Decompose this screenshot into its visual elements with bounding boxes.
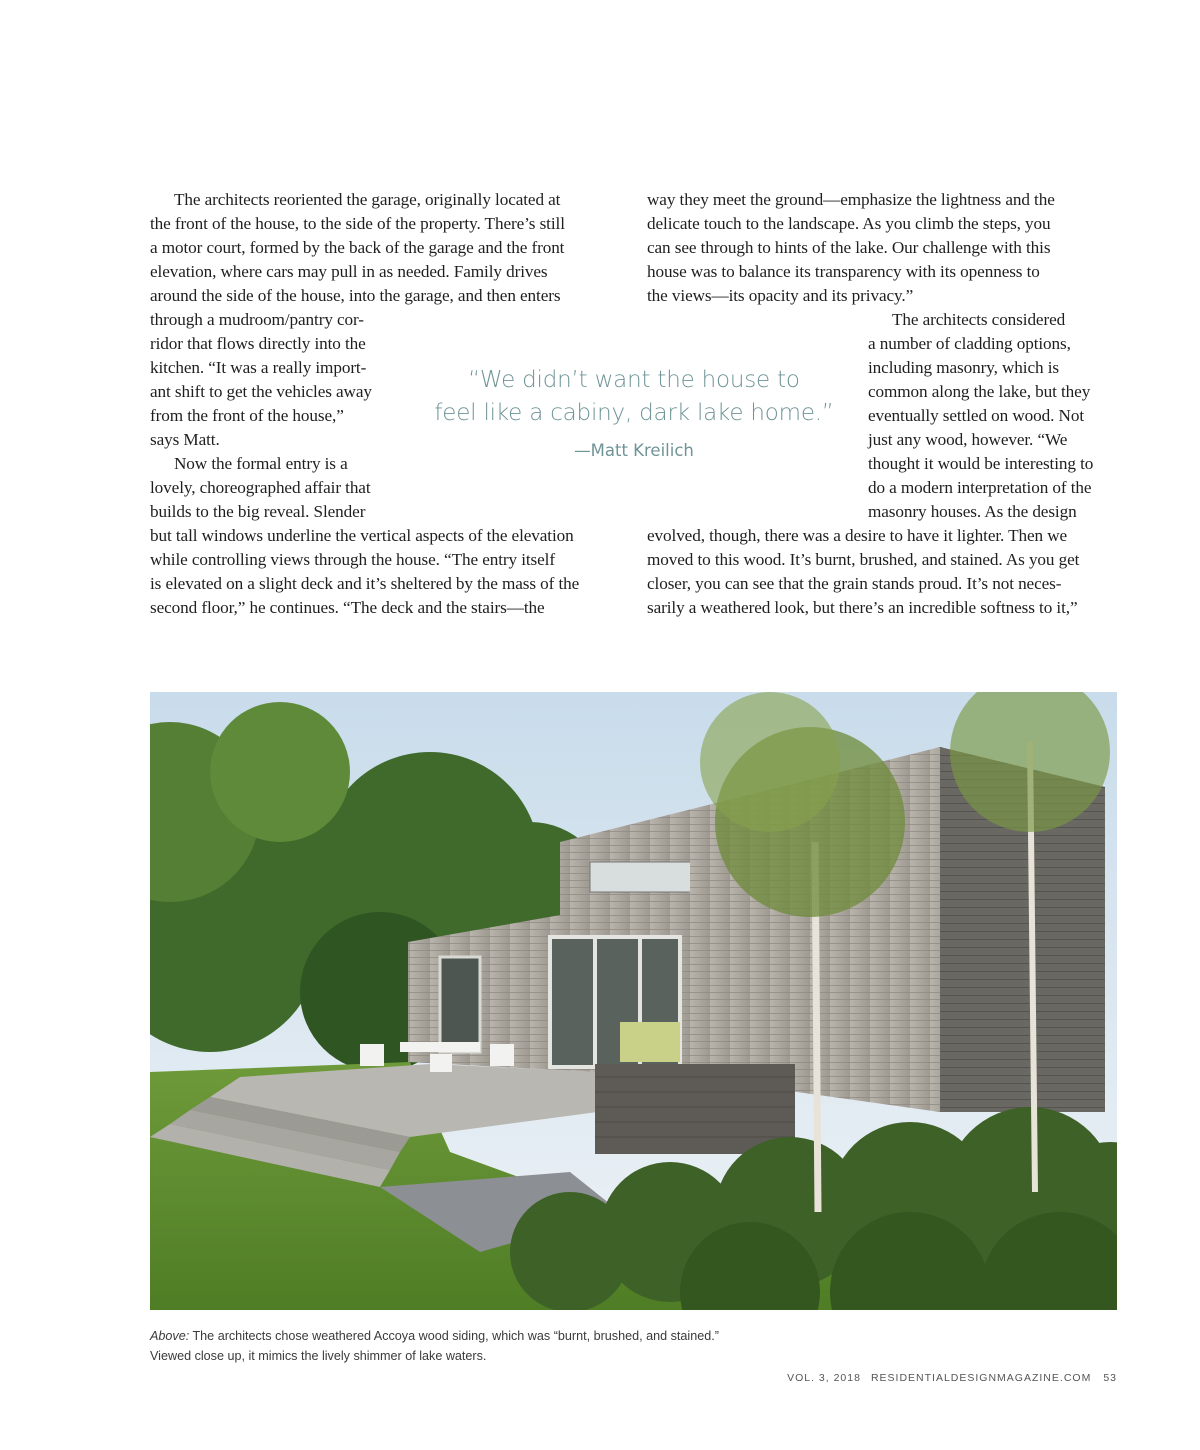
left-line: ant shift to get the vehicles away xyxy=(150,382,372,401)
page-footer xyxy=(777,1372,1117,1384)
right-line: common along the lake, but they xyxy=(868,382,1091,401)
right-line: moved to this wood. It’s burnt, brushed, and stained. As you get xyxy=(647,550,1080,569)
left-line: is elevated on a slight deck and it’s sheltered by the mass of the xyxy=(150,574,580,593)
left-line: a motor court, formed by the back of the garage and the front xyxy=(150,238,565,257)
right-line: way they meet the ground—emphasize the lightness and the xyxy=(647,190,1055,209)
right-line: can see through to hints of the lake. Our challenge with this xyxy=(647,238,1051,257)
left-line: ridor that flows directly into the xyxy=(150,334,366,353)
caption-line: Viewed close up, it mimics the lively shimmer of lake waters. xyxy=(150,1349,487,1363)
left-line: second floor,” he continues. “The deck and the stairs—the xyxy=(150,598,545,617)
left-line: through a mudroom/pantry cor- xyxy=(150,310,364,329)
left-line: but tall windows underline the vertical aspects of the elevation xyxy=(150,526,574,545)
caption-label: Above: xyxy=(150,1329,190,1343)
right-line: evolved, though, there was a desire to have it lighter. Then we xyxy=(647,526,1068,545)
footer-site: RESIDENTIALDESIGNMAGAZINE.COM xyxy=(870,1372,1092,1384)
left-line: from the front of the house,” xyxy=(150,406,344,425)
left-line: lovely, choreographed affair that xyxy=(150,478,371,497)
right-line: including masonry, which is xyxy=(868,358,1059,377)
pull-quote xyxy=(420,364,848,430)
pull-quote-line: feel like a cabiny, dark lake home.” xyxy=(434,400,834,426)
right-line: delicate touch to the landscape. As you climb the steps, you xyxy=(647,214,1051,233)
right-line: do a modern interpretation of the xyxy=(868,478,1092,497)
right-line: thought it would be interesting to xyxy=(868,454,1094,473)
house-photo-illustration xyxy=(150,692,1117,1310)
right-line: a number of cladding options, xyxy=(868,334,1071,353)
left-line: elevation, where cars may pull in as needed. Family drives xyxy=(150,262,548,281)
right-line: just any wood, however. “We xyxy=(868,430,1068,449)
photo-caption xyxy=(150,1326,850,1366)
left-line: Now the formal entry is a xyxy=(174,454,348,473)
pull-quote-line: “We didn’t want the house to xyxy=(468,367,800,393)
house-photo xyxy=(150,692,1117,1310)
page-number: 53 xyxy=(1103,1372,1117,1384)
left-line: builds to the big reveal. Slender xyxy=(150,502,366,521)
left-line: around the side of the house, into the garage, and then enters xyxy=(150,286,561,305)
footer-volume: VOL. 3, 2018 xyxy=(787,1372,861,1384)
left-line: kitchen. “It was a really import- xyxy=(150,358,367,377)
caption-line xyxy=(150,1326,850,1346)
right-line: house was to balance its transparency with its openness to xyxy=(647,262,1040,281)
left-line: the front of the house, to the side of the property. There’s still xyxy=(150,214,565,233)
left-line: The architects reoriented the garage, originally located at xyxy=(174,190,561,209)
right-line: eventually settled on wood. Not xyxy=(868,406,1084,425)
right-line: sarily a weathered look, but there’s an incredible softness to it,” xyxy=(647,598,1078,617)
right-line: The architects considered xyxy=(892,310,1066,329)
caption-text: The architects chose weathered Accoya wood siding, which was “burnt, brushed, and stained.” xyxy=(189,1329,719,1343)
right-line: the views—its opacity and its privacy.” xyxy=(647,286,914,305)
pull-quote-attribution: —Matt Kreilich xyxy=(574,441,694,460)
right-line: masonry houses. As the design xyxy=(868,502,1077,521)
right-line: closer, you can see that the grain stands proud. It’s not neces- xyxy=(647,574,1062,593)
left-line: says Matt. xyxy=(150,430,220,449)
left-line: while controlling views through the house. “The entry itself xyxy=(150,550,555,569)
